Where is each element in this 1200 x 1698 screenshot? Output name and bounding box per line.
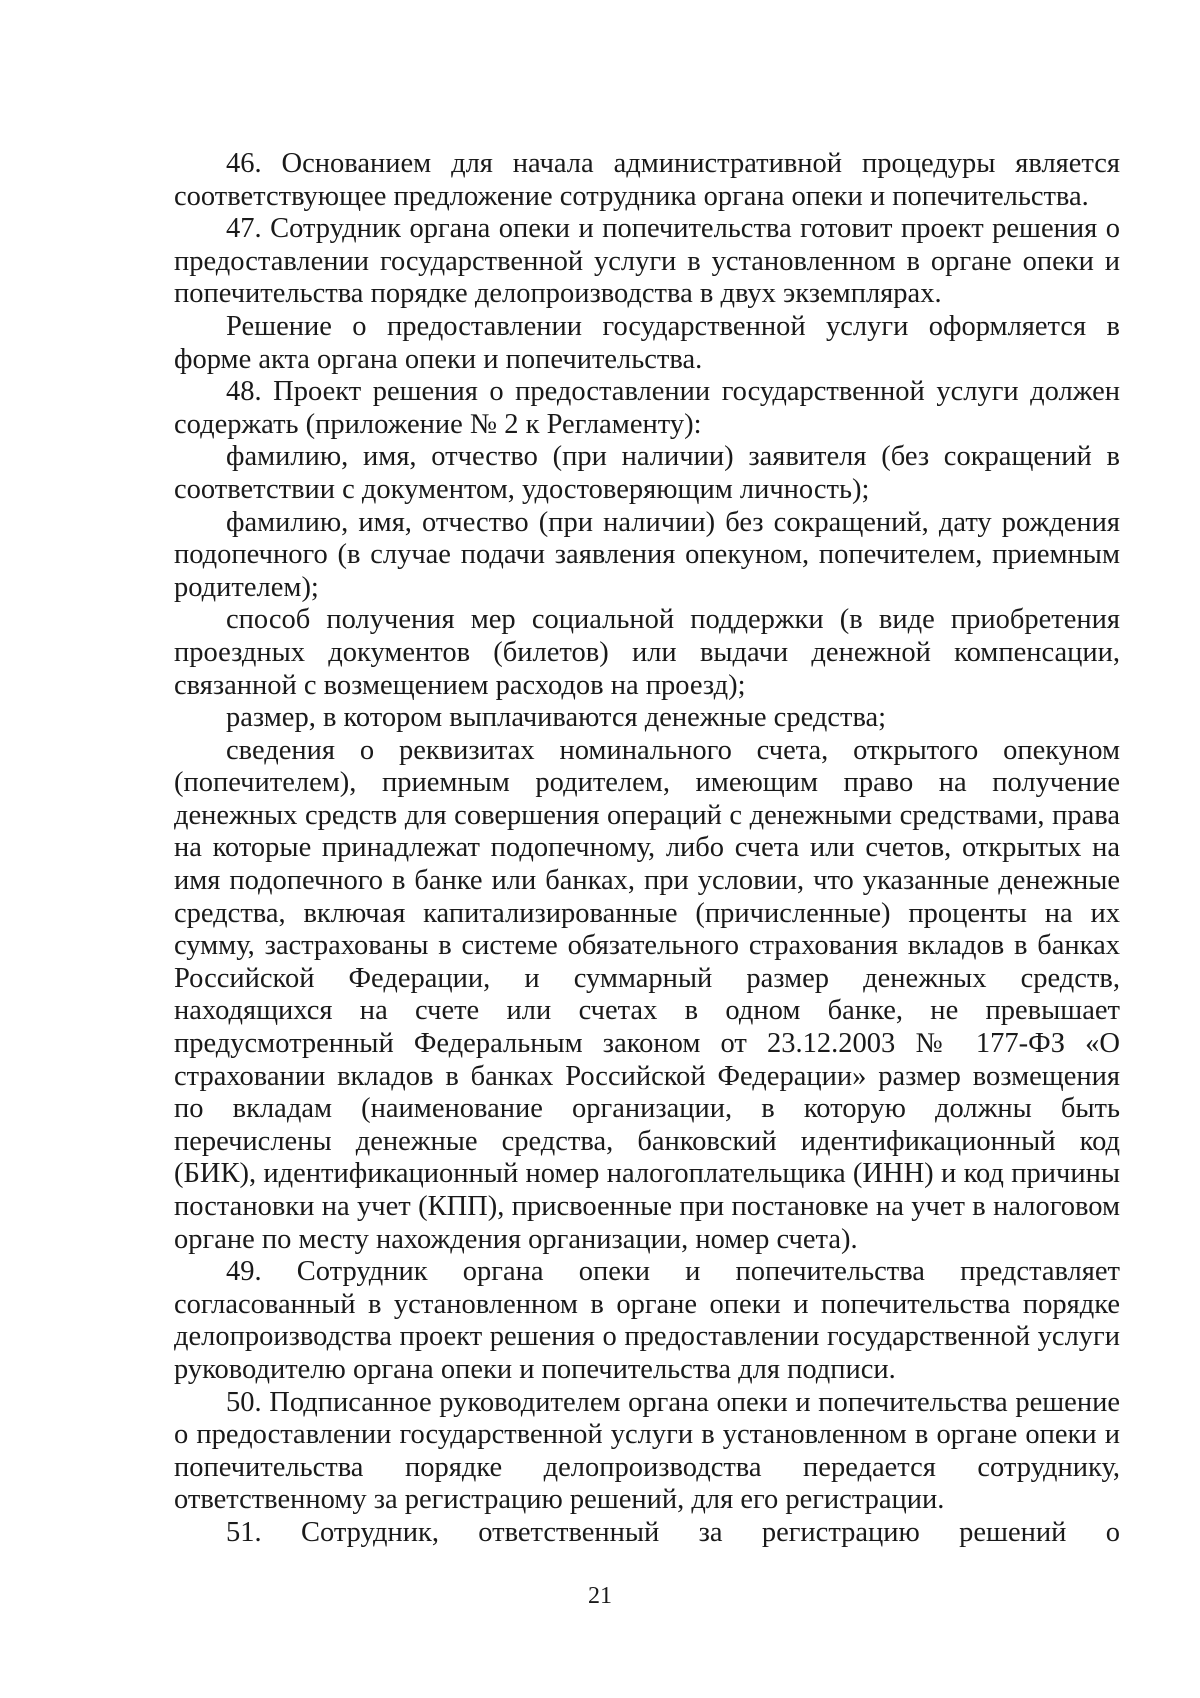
paragraph-51: 51. Сотрудник, ответственный за регистрацию решений о	[226, 1516, 1120, 1548]
document-page	[174, 148, 1120, 1550]
paragraph-49: 49. Сотрудник органа опеки и попечительства представляет согласованный в установленном в органе опеки и попечительства порядке делопроизводства проект решения о предоставлении государственной услуги руководителю органа опеки и попечительства для подписи.	[174, 1256, 1120, 1385]
list-item-support-method: способ получения мер социальной поддержки (в виде приобретения проездных документов (билетов) или выдачи денежной компенсации, связанной с возмещением расходов на проезд);	[174, 604, 1120, 701]
list-item-payment-amount: размер, в котором выплачиваются денежные средства;	[226, 702, 887, 734]
paragraph-47: 47. Сотрудник органа опеки и попечительства готовит проект решения о предоставлении государственной услуги в установленном в органе опеки и попечительства порядке делопроизводства в двух экземплярах.	[174, 213, 1120, 310]
list-item-ward-name: фамилию, имя, отчество (при наличии) без сокращений, дату рождения подопечного (в случае подачи заявления опекуном, попечителем, приемным родителем);	[174, 506, 1120, 603]
paragraph-47-decision-form: Решение о предоставлении государственной услуги оформляется в форме акта органа опеки и попечительства.	[174, 310, 1120, 375]
paragraph-46: 46. Основанием для начала административной процедуры является соответствующее предложение сотрудника органа опеки и попечительства.	[174, 148, 1120, 212]
paragraph-50: 50. Подписанное руководителем органа опеки и попечительства решение о предоставлении государственной услуги в установленном в органе опеки и попечительства порядке делопроизводства передается сотруднику, ответственному за регистрацию решений, для его регистрации.	[174, 1386, 1120, 1516]
list-item-applicant-name: фамилию, имя, отчество (при наличии) заявителя (без сокращений в соответствии с документом, удостоверяющим личность);	[174, 441, 1120, 505]
list-item-account-details: сведения о реквизитах номинального счета, открытого опекуном (попечителем), приемным родителем, имеющим право на получение денежных средств для совершения операций с денежными средствами, права на которые принадлежат подопечному, либо счета или счетов, открытых на имя подопечного в банке или банках, при условии, что указанные денежные средства, включая капитализированные (причисленные) проценты на их сумму, застрахованы в системе обязательного страхования вкладов в банках Российской Федерации, и суммарный размер денежных средств, находящихся на счете или счетах в одном банке, не превышает предусмотренный Федеральным законом от 23.12.2003 № 177-ФЗ «О страховании вкладов в банках Российской Федерации» размер возмещения по вкладам (наименование организации, в которую должны быть перечислены денежные средства, банковский идентификационный код (БИК), идентификационный номер налогоплательщика (ИНН) и код причины постановки на учет (КПП), присвоенные при постановке на учет в налоговом органе по месту нахождения организации, номер счета).	[174, 734, 1120, 1255]
page-number: 21	[588, 1583, 612, 1609]
paragraph-48: 48. Проект решения о предоставлении государственной услуги должен содержать (приложение № 2 к Регламенту):	[174, 376, 1120, 440]
